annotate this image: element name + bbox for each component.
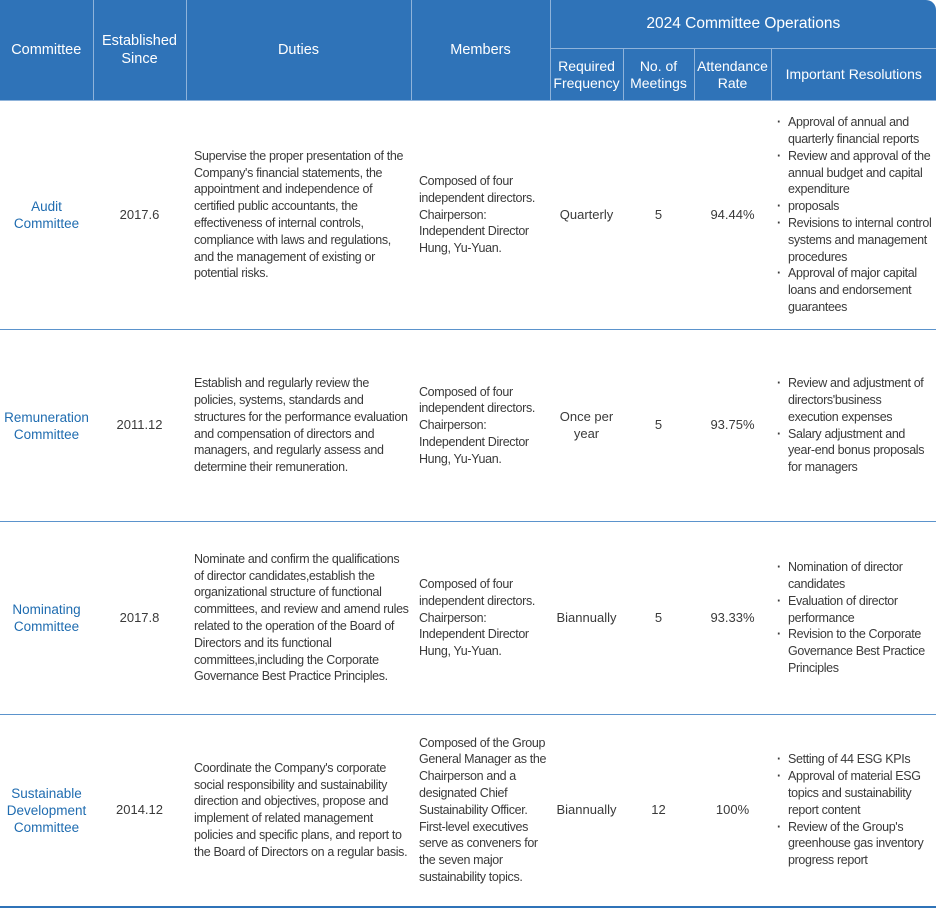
resolution-item: · Review and approval of the annual budget and capital expenditure [779,148,932,198]
meeting-count: 5 [623,522,694,715]
resolution-item: · Evaluation of director performance [779,593,932,627]
members-text: Composed of four independent directors. Chairperson: Independent Director Hung, Yu-Yuan. [411,101,550,330]
header-required-frequency: Required Frequency [550,49,623,101]
meeting-count: 5 [623,330,694,522]
table-row-nominating [0,522,936,715]
established-since: 2014.12 [93,715,186,907]
attendance-rate: 94.44% [694,101,771,330]
header-important-resolutions: Important Resolutions [771,49,936,101]
duties-text: Supervise the proper presentation of the Company's financial statements, the appointment and independence of certified public accountants, the effectiveness of internal controls, compliance with laws and regulations, and the management of existing or potential risks. [186,101,411,330]
duties-text: Nominate and confirm the qualifications of director candidates,establish the organizational structure of functional committees, and review and amend rules related to the operation of the Board of Directors and its functional committees,including the Corporate Governance Best Practice Principles. [186,522,411,715]
resolution-item: · Approval of major capital loans and endorsement guarantees [779,265,932,315]
header-committee: Committee [0,0,93,101]
required-frequency: Biannually [550,715,623,907]
table-row-audit [0,101,936,330]
table-row-sustainable-development [0,715,936,907]
important-resolutions [771,715,936,907]
table-row-remuneration [0,330,936,522]
resolution-item: · Setting of 44 ESG KPIs [779,751,932,768]
resolution-item: · Salary adjustment and year-end bonus proposals for managers [779,426,932,476]
duties-text: Establish and regularly review the policies, systems, standards and structures for the performance evaluation and compensation of directors and managers, and regularly assess and determine their remuneration. [186,330,411,522]
resolution-item: · Nomination of director candidates [779,559,932,593]
resolution-item: · Review and adjustment of directors'business execution expenses [779,375,932,425]
duties-text: Coordinate the Company's corporate social responsibility and sustainability direction and objectives, propose and implement of related management policies and specific plans, and report to the Board of Directors on a regular basis. [186,715,411,907]
committee-name: Sustainable Development Committee [0,715,93,907]
important-resolutions [771,522,936,715]
resolution-item: · Approval of material ESG topics and sustainability report content [779,768,932,818]
members-text: Composed of four independent directors. Chairperson: Independent Director Hung, Yu-Yuan. [411,522,550,715]
resolution-item: · Approval of annual and quarterly financial reports [779,114,932,148]
important-resolutions [771,101,936,330]
resolution-list [779,375,932,476]
committee-name: Nominating Committee [0,522,93,715]
header-operations-group: 2024 Committee Operations [550,0,936,49]
required-frequency: Once per year [550,330,623,522]
resolution-list [779,114,932,316]
members-text: Composed of the Group General Manager as the Chairperson and a designated Chief Sustainability Officer. First-level executives serve as conveners for the seven major sustainability topics. [411,715,550,907]
resolution-list [779,559,932,677]
members-text: Composed of four independent directors. Chairperson: Independent Director Hung, Yu-Yuan. [411,330,550,522]
committee-name: Remuneration Committee [0,330,93,522]
established-since: 2017.6 [93,101,186,330]
resolution-item: · proposals [779,198,932,215]
header-attendance-rate: Attendance Rate [694,49,771,101]
resolution-item: · Revisions to internal control systems and management procedures [779,215,932,265]
attendance-rate: 93.33% [694,522,771,715]
resolution-item: · Revision to the Corporate Governance Best Practice Principles [779,626,932,676]
header-duties: Duties [186,0,411,101]
resolution-list [779,751,932,869]
required-frequency: Quarterly [550,101,623,330]
meeting-count: 5 [623,101,694,330]
header-established-since: Established Since [93,0,186,101]
required-frequency: Biannually [550,522,623,715]
established-since: 2011.12 [93,330,186,522]
header-members: Members [411,0,550,101]
established-since: 2017.8 [93,522,186,715]
meeting-count: 12 [623,715,694,907]
attendance-rate: 100% [694,715,771,907]
resolution-item: · Review of the Group's greenhouse gas inventory progress report [779,819,932,869]
important-resolutions [771,330,936,522]
header-no-of-meetings: No. of Meetings [623,49,694,101]
committee-name: Audit Committee [0,101,93,330]
attendance-rate: 93.75% [694,330,771,522]
